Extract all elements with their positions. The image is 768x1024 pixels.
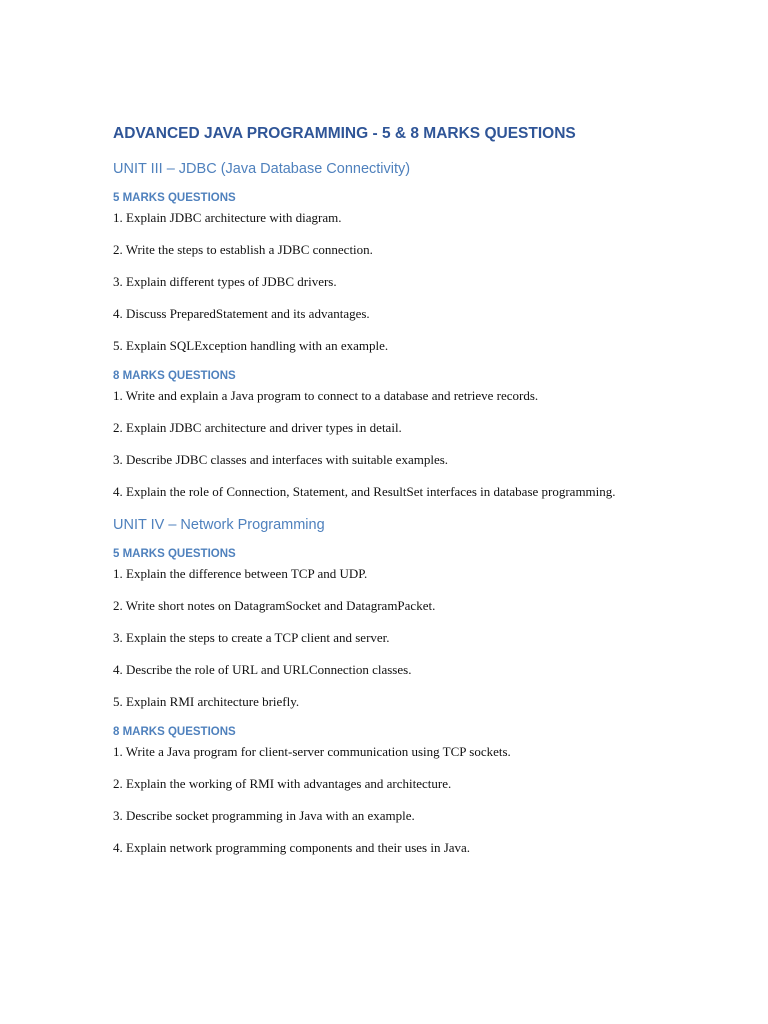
question-item: 3. Explain different types of JDBC drivers. [113,274,337,289]
section-heading: 5 MARKS QUESTIONS [113,192,236,204]
question-item: 4. Describe the role of URL and URLConnection classes. [113,662,412,677]
question-item: 3. Explain the steps to create a TCP client and server. [113,630,390,645]
question-item: 2. Explain JDBC architecture and driver types in detail. [113,420,402,435]
question-item: 3. Describe socket programming in Java with an example. [113,808,415,823]
unit-heading: UNIT IV – Network Programming [113,517,325,533]
unit-heading: UNIT III – JDBC (Java Database Connectivity) [113,161,411,177]
question-item: 1. Write a Java program for client-server communication using TCP sockets. [113,744,511,759]
section-8-marks [113,724,673,857]
question-item: 4. Discuss PreparedStatement and its advantages. [113,306,370,321]
question-item: 1. Explain JDBC architecture with diagram. [113,210,342,225]
question-item: 1. Write and explain a Java program to connect to a database and retrieve records. [113,388,539,403]
question-item: 2. Explain the working of RMI with advantages and architecture. [113,776,452,791]
question-item: 4. Explain the role of Connection, Statement, and ResultSet interfaces in database programming. [113,484,616,499]
document-page [113,123,673,870]
unit-3 [113,158,673,501]
question-item: 3. Describe JDBC classes and interfaces with suitable examples. [113,452,449,467]
document-title: ADVANCED JAVA PROGRAMMING - 5 & 8 MARKS QUESTIONS [113,125,576,142]
question-item: 5. Explain RMI architecture briefly. [113,694,300,709]
question-item: 2. Write the steps to establish a JDBC connection. [113,242,373,257]
question-item: 2. Write short notes on DatagramSocket and DatagramPacket. [113,598,436,613]
unit-4 [113,514,673,857]
section-8-marks [113,368,673,501]
section-heading: 8 MARKS QUESTIONS [113,726,236,738]
section-5-marks [113,546,673,711]
section-heading: 8 MARKS QUESTIONS [113,370,236,382]
question-item: 4. Explain network programming components and their uses in Java. [113,840,471,855]
question-item: 5. Explain SQLException handling with an example. [113,338,389,353]
section-5-marks [113,190,673,355]
section-heading: 5 MARKS QUESTIONS [113,548,236,560]
question-item: 1. Explain the difference between TCP and UDP. [113,566,368,581]
